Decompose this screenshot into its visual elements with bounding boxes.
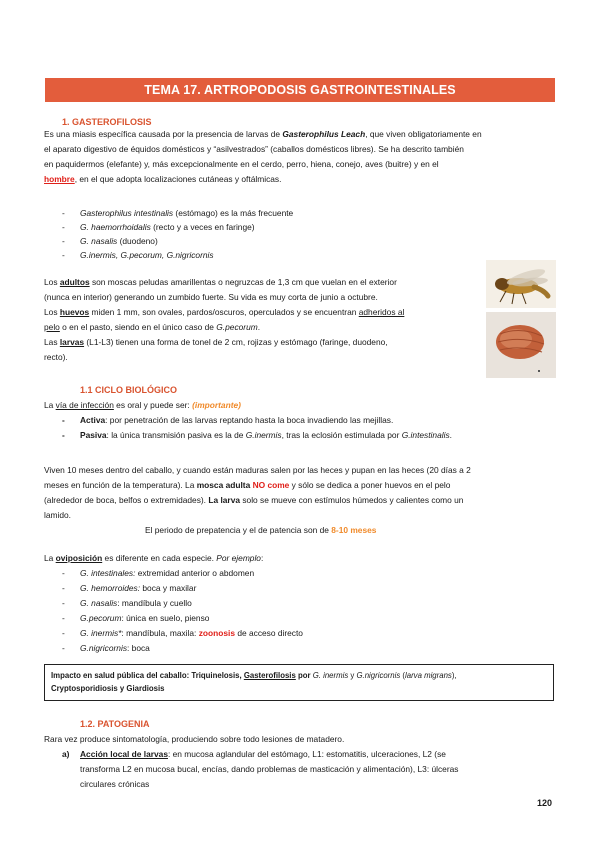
life-line-1: Viven 10 meses dentro del caballo, y cuando están maduras salen por las heces y pupan en las heces (20 días a 2 <box>44 465 471 475</box>
adult-fly-photo <box>486 260 556 308</box>
adults-line-1: Los adultos son moscas peludas amarillentas o negruzcas de 1,3 cm que vuelan en el exterior <box>44 277 397 287</box>
patogenia-intro: Rara vez produce sintomatología, produciendo sobre todo lesiones de matadero. <box>44 734 345 744</box>
genus-name: Gasterophilus Leach <box>282 129 366 139</box>
eggs-line-1: Los huevos miden 1 mm, son ovales, pardos/oscuros, operculados y se encuentran adheridos al <box>44 307 405 317</box>
prepatency-value: 8-10 meses <box>331 525 377 535</box>
larva-photo <box>486 312 556 378</box>
life-line-4: lamido. <box>44 510 71 520</box>
larvae-line-1: Las larvas (L1-L3) tienen una forma de tonel de 2 cm, rojizas y estómago (faringe, duodeno, <box>44 337 388 347</box>
oviposition-item: - G.pecorum: única en suelo, pienso <box>62 613 210 623</box>
page-number: 120 <box>537 798 553 808</box>
eggs-line-2: pelo o en el pasto, siendo en el único caso de G.pecorum. <box>44 322 261 332</box>
prepatency-line: El periodo de prepatencia y el de patencia son de 8-10 meses <box>145 525 377 535</box>
oviposition-item: - G.nigricornis: boca <box>62 643 150 653</box>
patogenia-item-a-line-3: circulares crónicas <box>80 779 150 789</box>
intro-line-1: Es una miasis específica causada por la presencia de larvas de Gasterophilus Leach, que viven obligatoriamente en <box>44 129 482 139</box>
patogenia-item-a: a) Acción local de larvas: en mucosa aglandular del estómago, L1: estomatitis, ulceraciones, L2 (se <box>62 749 446 759</box>
section-heading-gasterofilosis: 1. GASTEROFILOSIS <box>62 117 152 127</box>
adults-line-2: (nunca en interior) generando un zumbido fuerte. Su vida es muy corta de junio a octubre. <box>44 292 378 302</box>
oviposition-item: - G. nasalis: mandíbula y cuello <box>62 598 192 608</box>
chapter-title: TEMA 17. ARTROPODOSIS GASTROINTESTINALES <box>45 78 555 102</box>
oviposition-line: La oviposición es diferente en cada especie. Por ejemplo: <box>44 553 264 563</box>
patogenia-item-a-line-2: transforma L2 en mucosa bucal, encías, dando problemas de masticación y alimentación), L3: úlceras <box>80 764 459 774</box>
section-heading-patogenia: 1.2. PATOGENIA <box>80 719 150 729</box>
intro-line-2: el aparato digestivo de équidos domésticos y “asilvestrados” (caballos domésticos libres). Se ha descrito también <box>44 144 464 154</box>
zoonosis-highlight: zoonosis <box>198 628 235 638</box>
intro-line-4: hombre, en el que adopta localizaciones cutáneas y oftálmicas. <box>44 174 282 184</box>
section-heading-ciclo: 1.1 CICLO BIOLÓGICO <box>80 385 178 395</box>
public-health-box: Impacto en salud pública del caballo: Triquinelosis, Gasterofilosis por G. inermis y G.nigricornis (larva migrans), Cryptosporidiosis y Giardiosis <box>44 664 554 701</box>
via-infeccion-line: La vía de infección es oral y puede ser: (importante) <box>44 400 241 410</box>
importante-note: (importante) <box>192 400 241 410</box>
life-line-3: (alrededor de boca, belfos o extremidades). La larva solo se mueve con estímulos húmedos y calientes como un <box>44 495 464 505</box>
species-item: - G. haemorrhoidalis (recto y a veces en faringe) <box>62 222 255 232</box>
species-item: - Gasterophilus intestinalis (estómago) es la más frecuente <box>62 208 294 218</box>
via-activa-item: - Activa: por penetración de las larvas reptando hasta la boca invadiendo las mejillas. <box>62 415 394 425</box>
larvae-line-2: recto). <box>44 352 68 362</box>
oviposition-item: - G. intestinales: extremidad anterior o abdomen <box>62 568 255 578</box>
highlight-hombre: hombre <box>44 174 75 184</box>
oviposition-item-inermis: - G. inermis*: mandíbula, maxila: zoonosis de acceso directo <box>62 628 303 638</box>
via-pasiva-item: - Pasiva: la única transmisión pasiva es la de G.inermis, tras la eclosión estimulada por G.intestinalis. <box>62 430 452 440</box>
species-item: - G.inermis, G.pecorum, G.nigricornis <box>62 250 214 260</box>
intro-line-3: en paquidermos (elefante) y, más excepcionalmente en el cerdo, perro, hiena, conejo, aves (buitre) y en el <box>44 159 439 169</box>
species-item: - G. nasalis (duodeno) <box>62 236 158 246</box>
no-come-highlight: NO come <box>252 480 290 490</box>
oviposition-item: - G. hemorroides: boca y maxilar <box>62 583 197 593</box>
life-line-2: meses en función de la temperatura). La mosca adulta NO come y sólo se dedica a poner huevos en el pelo <box>44 480 451 490</box>
